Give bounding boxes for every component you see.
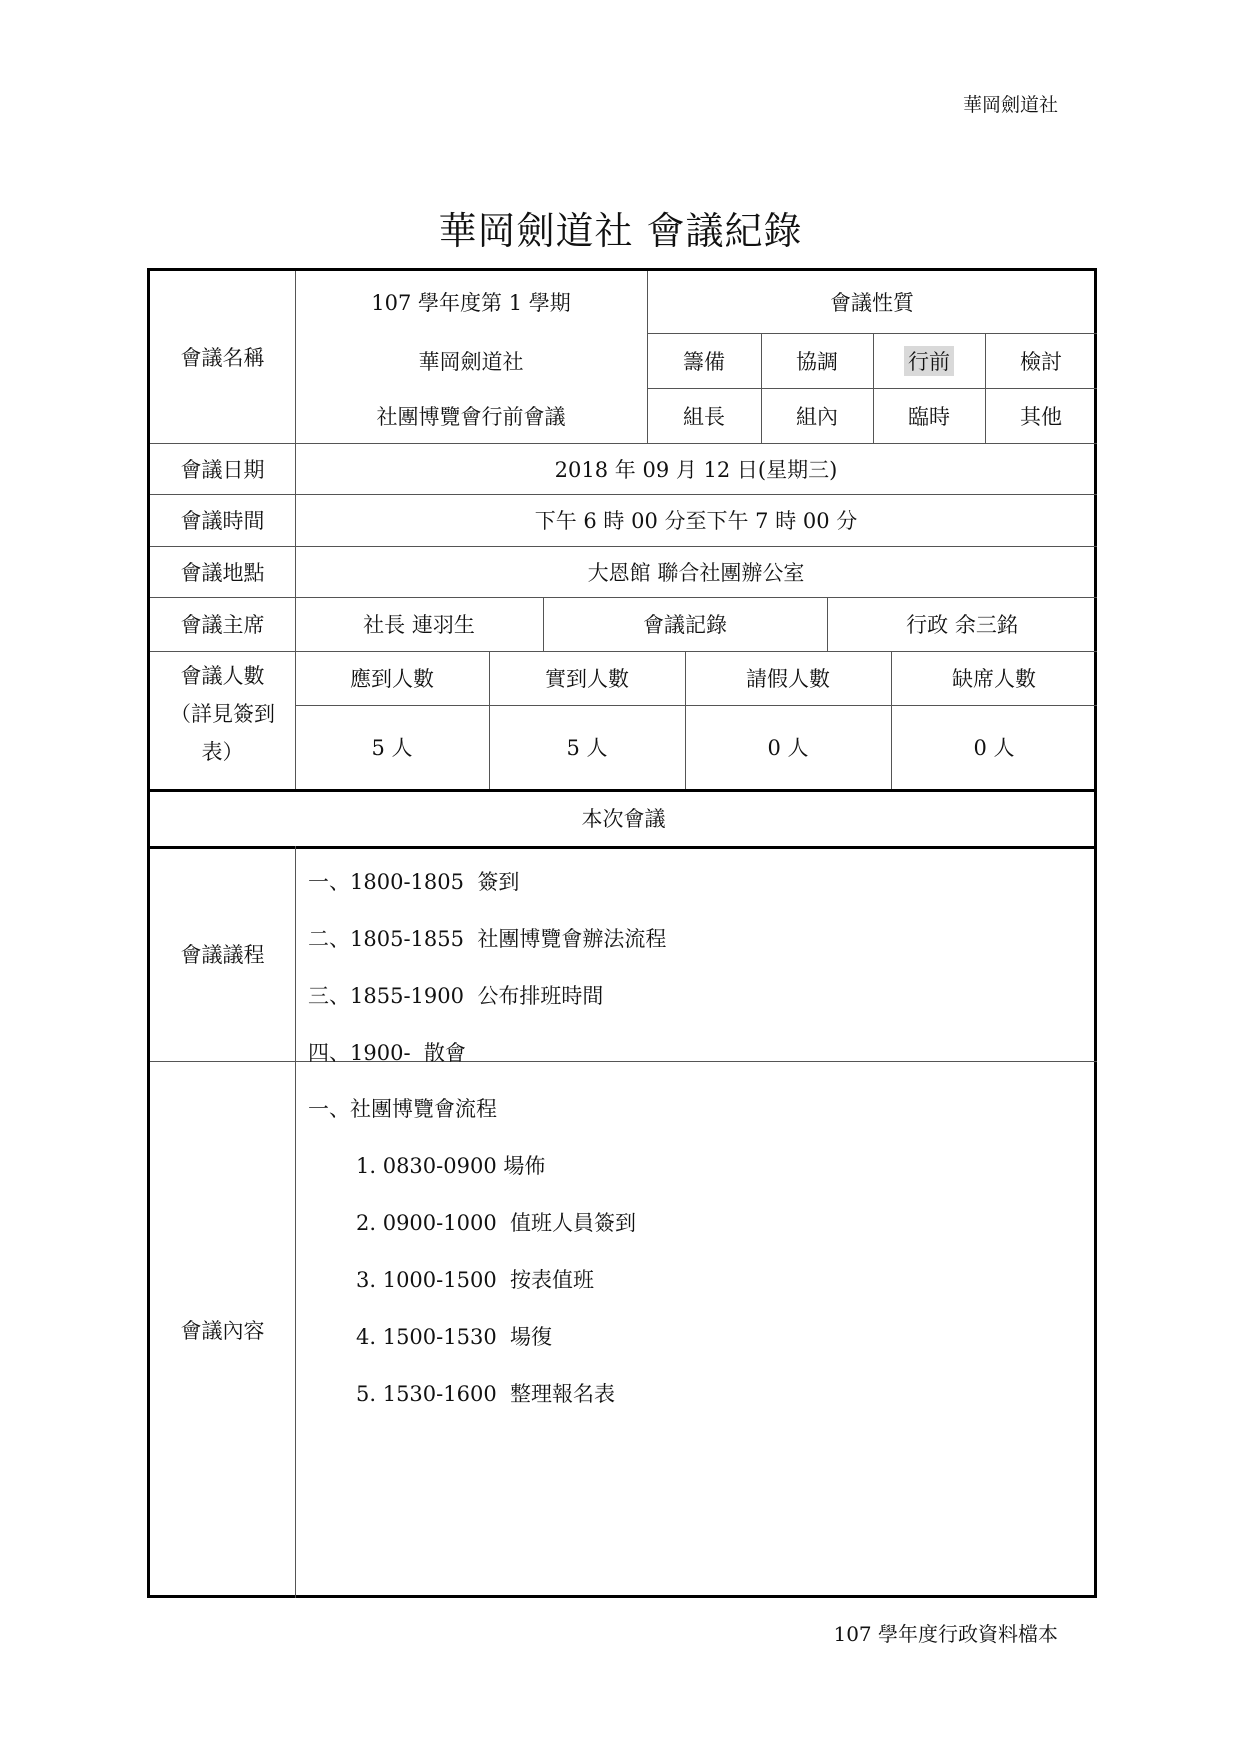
content-item-3: 3. 1000-1500 按表值班 — [356, 1268, 595, 1292]
chair-value: 社長 連羽生 — [363, 613, 475, 637]
time-label: 會議時間 — [180, 509, 265, 533]
nature-option-selected: 行前 — [904, 346, 954, 376]
content-heading: 一、社團博覽會流程 — [308, 1097, 497, 1121]
nature-option-ad-hoc: 臨時 — [908, 404, 950, 429]
footer-text: 107 學年度行政資料檔本 — [833, 1622, 1058, 1646]
agenda-label: 會議議程 — [180, 942, 265, 967]
admin-value: 行政 余三銘 — [906, 613, 1018, 637]
chair-label: 會議主席 — [180, 613, 265, 637]
place-value: 大恩館 聯合社團辦公室 — [587, 560, 805, 585]
attendance-label-line-3: 表） — [201, 740, 244, 764]
nature-option-review: 檢討 — [1020, 349, 1062, 374]
date-label: 會議日期 — [180, 457, 265, 482]
content-item-2: 2. 0900-1000 值班人員簽到 — [356, 1211, 637, 1235]
attendance-label-line-1: 會議人數 — [180, 664, 265, 688]
page-title: 華岡劍道社 會議紀錄 — [438, 209, 803, 253]
recorder-label: 會議記錄 — [643, 613, 727, 637]
header-club-name: 華岡劍道社 — [962, 94, 1058, 116]
leave-count-header: 請假人數 — [746, 667, 830, 691]
absent-count-header: 缺席人數 — [952, 667, 1036, 691]
agenda-item-2: 二、1805-1855 社團博覽會辦法流程 — [308, 927, 667, 951]
content-item-1: 1. 0830-0900 場佈 — [356, 1154, 546, 1178]
meeting-record-table — [147, 268, 1097, 1598]
actual-count-header: 實到人數 — [545, 667, 629, 691]
meeting-name-line-3: 社團博覽會行前會議 — [376, 404, 566, 429]
meeting-name-line-2: 華岡劍道社 — [418, 349, 524, 374]
content-item-5: 5. 1530-1600 整理報名表 — [356, 1382, 616, 1406]
actual-count-value: 5 人 — [566, 736, 608, 760]
content-label: 會議內容 — [180, 1318, 265, 1343]
nature-option-coordination: 協調 — [796, 349, 838, 374]
expected-count-value: 5 人 — [371, 736, 413, 760]
agenda-item-1: 一、1800-1805 簽到 — [308, 870, 520, 894]
meeting-nature-label: 會議性質 — [830, 291, 914, 315]
attendance-label — [150, 651, 295, 789]
nature-option-preparation: 籌備 — [683, 349, 725, 374]
leave-count-value: 0 人 — [767, 736, 809, 760]
nature-option-pre-event — [873, 333, 985, 388]
absent-count-value: 0 人 — [973, 736, 1015, 760]
nature-option-leader: 組長 — [683, 404, 725, 429]
attendance-label-line-2: （詳見簽到 — [170, 702, 275, 726]
agenda-item-3: 三、1855-1900 公布排班時間 — [308, 984, 604, 1008]
nature-option-internal: 組內 — [796, 404, 838, 429]
agenda-item-4: 四、1900- 散會 — [308, 1041, 466, 1065]
expected-count-header: 應到人數 — [350, 667, 434, 691]
content-item-4: 4. 1500-1530 場復 — [356, 1325, 553, 1349]
meeting-name-line-1: 107 學年度第 1 學期 — [371, 291, 571, 315]
time-value: 下午 6 時 00 分至下午 7 時 00 分 — [534, 509, 858, 533]
nature-option-other: 其他 — [1020, 404, 1062, 429]
date-value: 2018 年 09 月 12 日(星期三) — [554, 457, 838, 482]
section-title: 本次會議 — [581, 806, 666, 831]
meeting-name-label: 會議名稱 — [180, 346, 265, 370]
place-label: 會議地點 — [180, 560, 265, 585]
